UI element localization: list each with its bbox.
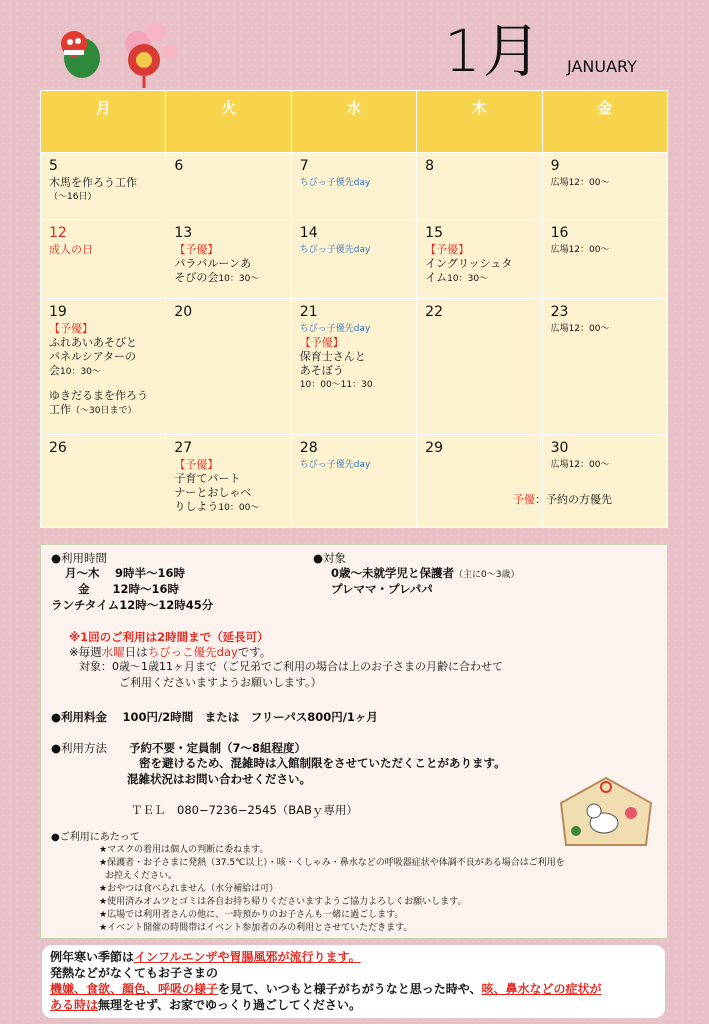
day-number-holiday: 12 — [49, 225, 67, 241]
event-title: 保育士さんと — [299, 350, 366, 363]
event-time: 10：30～ — [60, 367, 101, 377]
day-cell — [166, 435, 291, 528]
event-time: 10：00～ — [218, 503, 260, 513]
plaza-time: 広場12：00～ — [550, 178, 610, 188]
week-row — [41, 153, 668, 220]
event-time: 10：00～11：30 — [299, 380, 373, 390]
day-number: 16 — [550, 225, 569, 241]
notice-text: 無理をせず、お家でゆっくり過ごしてください。 — [98, 998, 361, 1012]
event-title: りしよう — [174, 500, 219, 513]
lion-dance-icon — [52, 8, 192, 92]
method-title: ●利用方法 — [51, 741, 108, 755]
event-title: ふれあいあそびと — [49, 336, 137, 349]
notes-item: お控えください。 — [105, 871, 178, 881]
target-line: 0歳～未就学児と保護者 — [331, 566, 455, 580]
day-cell — [41, 299, 166, 435]
notes-item: ★使用済みオムツとゴミは各自お持ち帰りくださいますようご協力よろしくお願いします。 — [99, 897, 467, 907]
event-title: 工作 — [49, 403, 71, 416]
week-row — [41, 220, 668, 299]
day-cell — [166, 299, 291, 435]
wednesday-notice: 水曜 — [101, 645, 125, 659]
notes-title: ●ご利用にあたって — [51, 832, 140, 843]
day-cell — [166, 220, 291, 299]
wednesday-notice: です。 — [237, 645, 272, 659]
day-number: 9 — [550, 158, 560, 174]
notes-item: ★おやつは食べられません（水分補給は可） — [99, 884, 279, 894]
wednesday-target: ご利用くださいますようお願いします。） — [119, 676, 322, 689]
notes-item: ★広場では利用者さんの他に、一時預かりのお子さんも一緒に過ごします。 — [99, 910, 404, 920]
notice-highlight: 咳、鼻水などの症状が — [481, 982, 602, 996]
weekday-header-row — [41, 91, 668, 153]
weekday-mon: 月 — [41, 91, 166, 153]
day-number: 20 — [174, 304, 193, 320]
reservation-priority-tag: 【予優】 — [299, 336, 344, 349]
day-number: 5 — [49, 158, 58, 174]
fee-line: ●利用料金 100円/2時間 または フリーパス800円/1ヶ月 — [51, 710, 378, 724]
hours-friday: 金 12時～16時 — [78, 582, 180, 596]
kids-priority-day-label: ちびっ子優先day — [299, 178, 371, 188]
day-number: 6 — [174, 158, 184, 174]
day-cell — [166, 153, 291, 220]
notice-text: 発熱などがなくてもお子さまの — [50, 966, 219, 980]
plaza-time: 広場12：00～ — [550, 460, 610, 470]
day-number: 21 — [299, 304, 318, 320]
holiday-name: 成人の日 — [49, 243, 93, 256]
day-number: 29 — [425, 440, 443, 456]
info-panel — [40, 544, 668, 939]
event-title: 木馬を作ろう工作 — [49, 176, 137, 189]
week-row — [41, 435, 668, 528]
target-note: （主に0～3歳） — [454, 570, 520, 580]
notice-text: を見て、いつもと様子がちがうなと思った時や、 — [218, 982, 482, 996]
wednesday-target: 対象：0歳～1歳11ヶ月まで（ご兄弟でご利用の場合は上のお子さまの月齢に合わせて — [79, 660, 503, 673]
event-time: 10：30～ — [447, 274, 489, 284]
event-title: 子育てパート — [174, 472, 241, 485]
day-cell — [291, 299, 416, 435]
reservation-priority-tag: 【予優】 — [174, 458, 219, 471]
event-title: 会 — [49, 364, 60, 377]
day-cell — [542, 435, 667, 528]
method-line: 混雑状況はお問い合わせください。 — [127, 772, 311, 786]
ema-horse-icon — [556, 773, 656, 851]
legend-tag: 予優 — [513, 493, 535, 506]
method-line: 予約不要・定員制（7～8組程度） — [129, 741, 307, 755]
method-line: 密を避けるため、混雑時は入館制限をさせていただくことがあります。 — [139, 756, 506, 770]
event-period: （～30日まで） — [71, 406, 137, 416]
hours-weekday: 月～木 9時半～16時 — [65, 566, 186, 580]
target-title: ●対象 — [313, 551, 347, 565]
legend-text: ：予約の方優先 — [535, 493, 612, 506]
month-title: 1月 — [444, 17, 543, 85]
day-number: 28 — [299, 440, 318, 456]
day-number: 8 — [425, 158, 435, 174]
day-cell — [291, 435, 416, 528]
plaza-time: 広場12：00～ — [550, 324, 610, 334]
kids-priority-day-label: ちびっ子優先day — [299, 460, 371, 470]
day-cell — [542, 299, 667, 435]
day-cell — [417, 153, 542, 220]
day-number: 15 — [425, 225, 443, 241]
calendar-table — [40, 90, 668, 528]
day-number: 23 — [550, 304, 569, 320]
event-time: 10：30～ — [218, 274, 260, 284]
day-number: 27 — [174, 440, 193, 456]
usage-limit: ※1回のご利用は2時間まで（延長可） — [69, 630, 269, 644]
day-number: 14 — [299, 225, 318, 241]
day-cell — [41, 435, 166, 528]
event-title: パネルシアターの — [49, 350, 136, 363]
notes-item: ★マスクの着用は個人の判断に委ねます。 — [99, 845, 269, 855]
day-cell — [417, 220, 542, 299]
notes-item: ★イベント開催の時間帯はイベント参加者のみの利用とさせていただきます。 — [99, 923, 413, 933]
day-number: 22 — [425, 304, 443, 320]
legend — [513, 491, 612, 507]
notice-highlight: 機嫌、食欲、顔色、呼吸の様子 — [50, 982, 219, 996]
kids-priority-day-label: ちびっ子優先day — [299, 245, 371, 255]
wednesday-notice: ※毎週 — [69, 645, 102, 659]
day-number: 30 — [550, 440, 569, 456]
weekday-fri: 金 — [542, 91, 667, 153]
day-cell — [417, 435, 542, 528]
event-title: ゆきだるまを作ろう — [49, 389, 148, 402]
day-cell — [41, 153, 166, 220]
event-period: （～16日） — [49, 192, 97, 202]
day-number: 13 — [174, 225, 193, 241]
event-title: あそぼう — [299, 364, 344, 377]
notes-item: ★保護者・お子さまに発熱（37.5℃以上）・咳・くしゃみ・鼻水などの呼吸器症状や体調不良がある場合はご利用を — [99, 858, 565, 868]
notice-highlight: インフルエンザや胃腸風邪が流行ります。 — [134, 950, 361, 964]
month-title-english: JANUARY — [567, 57, 637, 76]
notice-highlight: ある時は — [50, 998, 99, 1012]
plaza-time: 広場12：00～ — [550, 245, 610, 255]
event-title: パラバルーンあ — [174, 257, 252, 270]
day-cell — [542, 153, 667, 220]
day-cell — [542, 220, 667, 299]
day-number: 19 — [49, 304, 67, 320]
event-title: イム — [425, 271, 448, 284]
target-line: プレママ・プレパパ — [331, 582, 433, 596]
weekday-tue: 火 — [166, 91, 291, 153]
day-cell — [417, 299, 542, 435]
reservation-priority-tag: 【予優】 — [425, 243, 470, 256]
event-title: ナーとおしゃべ — [174, 486, 252, 499]
reservation-priority-tag: 【予優】 — [174, 243, 219, 256]
weekday-wed: 水 — [291, 91, 416, 153]
notice-text: 例年寒い季節は — [50, 950, 135, 964]
day-cell — [291, 153, 416, 220]
wednesday-notice: 日は — [124, 645, 148, 659]
event-title: そびの会 — [174, 271, 219, 284]
day-number: 7 — [299, 158, 309, 174]
event-title: イングリッシュタ — [425, 257, 513, 270]
health-notice — [42, 945, 665, 1018]
day-number: 26 — [49, 440, 67, 456]
reservation-priority-tag: 【予優】 — [49, 322, 93, 335]
day-cell — [291, 220, 416, 299]
week-row — [41, 299, 668, 435]
weekday-thu: 木 — [417, 91, 542, 153]
wednesday-notice: ちびっこ優先day — [147, 645, 238, 659]
telephone: ＴＥＬ 080−7236−2545（BABｙ専用） — [131, 803, 358, 817]
day-cell — [41, 220, 166, 299]
hours-lunch: ランチタイム12時～12時45分 — [51, 598, 214, 612]
hours-title: ●利用時間 — [51, 551, 108, 565]
kids-priority-day-label: ちびっ子優先day — [299, 324, 371, 334]
